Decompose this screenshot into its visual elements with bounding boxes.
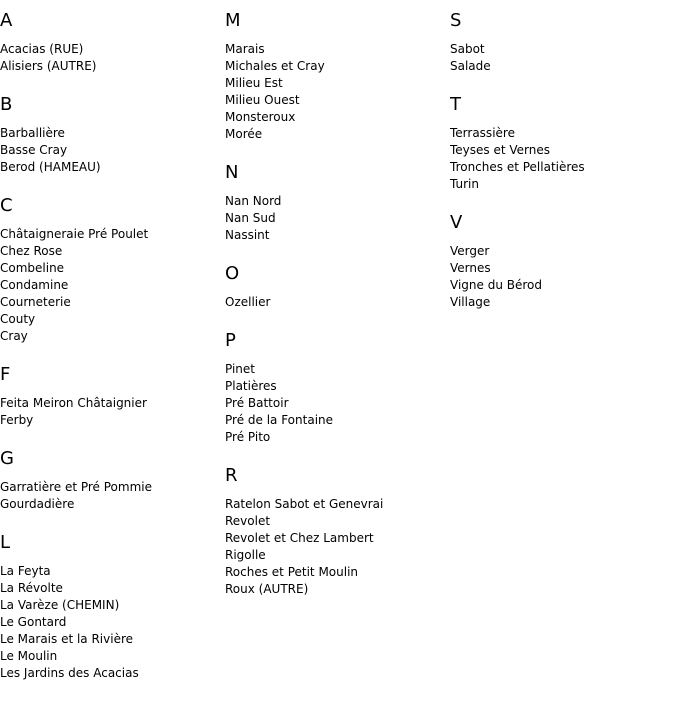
street-link[interactable]: Ferby [0,413,34,427]
street-link[interactable]: Village [450,295,491,309]
street-link[interactable]: Alisiers (AUTRE) [0,59,97,73]
letter-heading: T [450,94,461,115]
street-link[interactable]: Revolet et Chez Lambert [225,531,374,545]
street-link[interactable]: Michales et Cray [225,59,325,73]
street-link[interactable]: Berod (HAMEAU) [0,160,101,174]
street-link[interactable]: Le Marais et la Rivière [0,632,134,646]
letter-group-m [225,9,450,143]
letter-group-n [225,161,450,244]
letter-heading: C [0,195,13,216]
street-list [225,496,450,598]
street-list [225,294,450,311]
street-link[interactable]: Turin [450,177,479,191]
letter-heading: S [450,10,462,31]
street-link[interactable]: Condamine [0,278,69,292]
street-link[interactable]: La Feyta [0,564,51,578]
street-list [450,125,675,193]
letter-heading: O [225,263,240,284]
street-link[interactable]: Tronches et Pellatières [450,160,585,174]
street-index-column-2 [225,9,450,616]
street-list [0,395,225,429]
street-link[interactable]: Marais [225,42,265,56]
street-link[interactable]: Milieu Est [225,76,283,90]
street-list [225,193,450,244]
letter-heading: M [225,10,241,31]
letter-heading: V [450,212,463,233]
street-link[interactable]: Pré Battoir [225,396,289,410]
street-link[interactable]: Terrassière [450,126,515,140]
street-link[interactable]: Vigne du Bérod [450,278,542,292]
letter-heading: N [225,162,239,183]
street-list [0,41,225,75]
letter-group-a [0,9,225,75]
street-link[interactable]: Chez Rose [0,244,63,258]
street-list [225,41,450,143]
street-link[interactable]: La Varèze (CHEMIN) [0,598,120,612]
letter-group-v [450,211,675,311]
letter-heading: P [225,330,236,351]
street-index-column-1 [0,9,225,700]
street-link[interactable]: Roches et Petit Moulin [225,565,359,579]
street-list [0,226,225,345]
letter-group-p [225,329,450,446]
street-list [0,125,225,176]
street-link[interactable]: Sabot [450,42,485,56]
street-link[interactable]: Ratelon Sabot et Genevrai [225,497,384,511]
street-link[interactable]: Les Jardins des Acacias [0,666,139,680]
letter-group-t [450,93,675,193]
street-link[interactable]: Nan Sud [225,211,276,225]
street-link[interactable]: Salade [450,59,491,73]
street-link[interactable]: La Révolte [0,581,63,595]
street-link[interactable]: Platières [225,379,277,393]
street-link[interactable]: Le Moulin [0,649,58,663]
letter-heading: G [0,448,14,469]
street-link[interactable]: Pré Pito [225,430,271,444]
street-link[interactable]: Roux (AUTRE) [225,582,309,596]
letter-heading: F [0,364,11,385]
street-list [225,361,450,446]
street-link[interactable]: Rigolle [225,548,266,562]
street-link[interactable]: Couty [0,312,36,326]
street-link[interactable]: Cray [0,329,28,343]
street-link[interactable]: Teyses et Vernes [450,143,551,157]
letter-group-s [450,9,675,75]
letter-group-b [0,93,225,176]
letter-heading: B [0,94,13,115]
street-list [450,41,675,75]
street-link[interactable]: Barballière [0,126,65,140]
street-link[interactable]: Nan Nord [225,194,282,208]
street-link[interactable]: Châtaigneraie Pré Poulet [0,227,149,241]
letter-heading: R [225,465,238,486]
street-link[interactable]: Milieu Ouest [225,93,300,107]
street-index-column-3 [450,9,675,329]
letter-group-f [0,363,225,429]
street-link[interactable]: Garratière et Pré Pommie [0,480,152,494]
street-link[interactable]: Vernes [450,261,491,275]
street-list [0,479,225,513]
street-list [0,563,225,682]
letter-heading: A [0,10,13,31]
street-link[interactable]: Basse Cray [0,143,68,157]
street-link[interactable]: Ozellier [225,295,271,309]
street-link[interactable]: Pré de la Fontaine [225,413,334,427]
street-link[interactable]: Monsteroux [225,110,296,124]
street-link[interactable]: Courneterie [0,295,71,309]
letter-group-c [0,194,225,345]
letter-group-o [225,262,450,311]
letter-group-l [0,531,225,682]
street-link[interactable]: Morée [225,127,263,141]
street-link[interactable]: Revolet [225,514,271,528]
street-link[interactable]: Feita Meiron Châtaignier [0,396,147,410]
letter-heading: L [0,532,11,553]
street-link[interactable]: Le Gontard [0,615,67,629]
street-link[interactable]: Nassint [225,228,270,242]
letter-group-r [225,464,450,598]
letter-group-g [0,447,225,513]
street-link[interactable]: Gourdadière [0,497,75,511]
street-link[interactable]: Acacias (RUE) [0,42,84,56]
street-link[interactable]: Verger [450,244,490,258]
street-link[interactable]: Combeline [0,261,65,275]
street-link[interactable]: Pinet [225,362,255,376]
street-list [450,243,675,311]
